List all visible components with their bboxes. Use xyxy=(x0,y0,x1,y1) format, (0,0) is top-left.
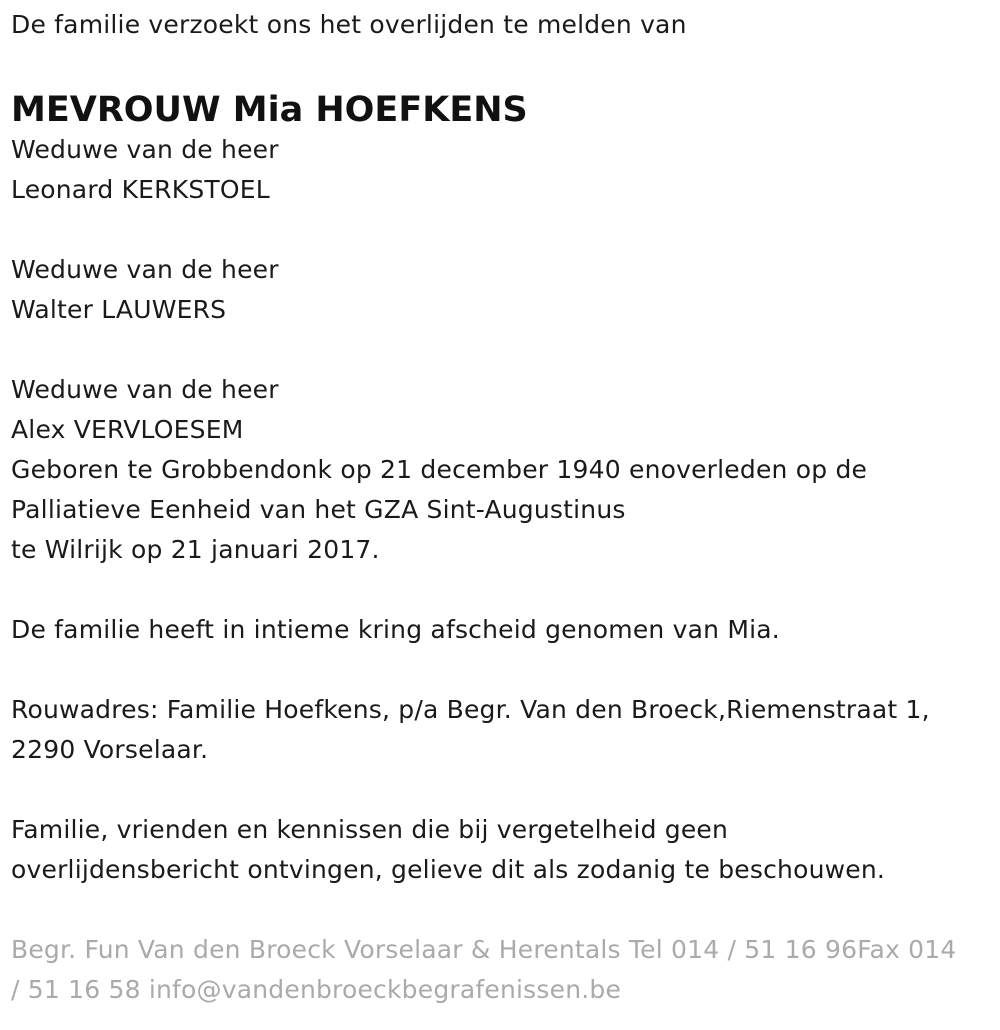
birth-death-line-1: Geboren te Grobbendonk op 21 december 1940 enoverleden op de xyxy=(11,455,868,484)
spouse-1-name: Leonard KERKSTOEL xyxy=(11,175,270,204)
mourning-address-line-1: Rouwadres: Familie Hoefkens, p/a Begr. Van den Broeck,Riemenstraat 1, xyxy=(11,695,930,724)
spacer xyxy=(11,210,991,250)
birth-death-line-3: te Wilrijk op 21 januari 2017. xyxy=(11,535,380,564)
deceased-name: MEVROUW Mia HOEFKENS xyxy=(11,90,528,130)
farewell-text: De familie heeft in intieme kring afscheid genomen van Mia. xyxy=(11,615,780,644)
spacer xyxy=(11,570,991,610)
notice-line-2: overlijdensbericht ontvingen, gelieve dit als zodanig te beschouwen. xyxy=(11,855,886,884)
spouse-1-label: Weduwe van de heer xyxy=(11,135,279,164)
spacer xyxy=(11,890,991,930)
mourning-address-line-2: 2290 Vorselaar. xyxy=(11,735,209,764)
obituary-notice xyxy=(11,0,991,1010)
spacer xyxy=(11,770,991,810)
intro-text: De familie verzoekt ons het overlijden te melden van xyxy=(11,10,687,39)
spacer xyxy=(11,650,991,690)
footer-line-2: / 51 16 58 info@vandenbroeckbegrafenissen.be xyxy=(11,975,622,1004)
spouse-3-name: Alex VERVLOESEM xyxy=(11,415,244,444)
birth-death-line-2: Palliatieve Eenheid van het GZA Sint-Augustinus xyxy=(11,495,626,524)
spacer xyxy=(11,330,991,370)
spouse-3-label: Weduwe van de heer xyxy=(11,375,279,404)
notice-line-1: Familie, vrienden en kennissen die bij vergetelheid geen xyxy=(11,815,729,844)
spouse-2-name: Walter LAUWERS xyxy=(11,295,227,324)
spouse-2-label: Weduwe van de heer xyxy=(11,255,279,284)
footer-line-1: Begr. Fun Van den Broeck Vorselaar & Herentals Tel 014 / 51 16 96Fax 014 xyxy=(11,935,957,964)
